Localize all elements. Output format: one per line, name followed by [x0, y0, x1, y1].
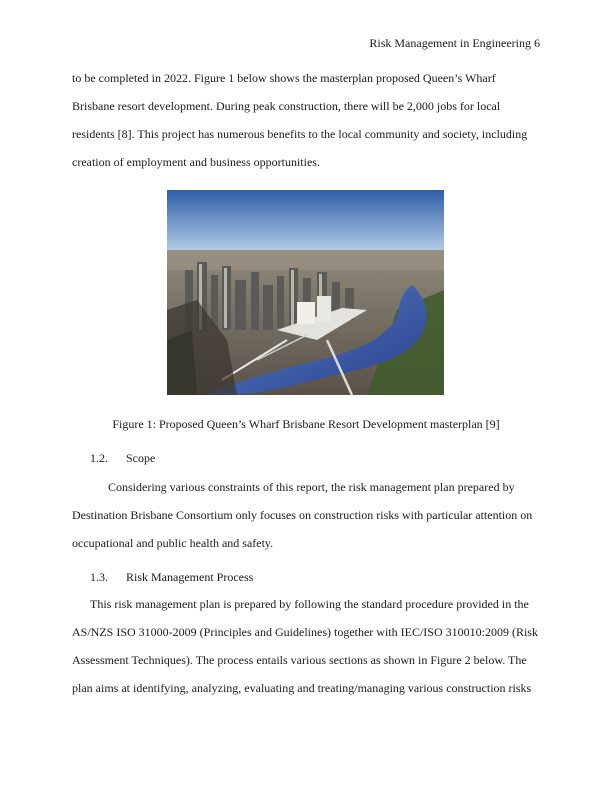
section-title: Risk Management Process	[126, 570, 254, 584]
section-number: 1.3.	[90, 570, 108, 584]
figure-1-caption: Figure 1: Proposed Queen’s Wharf Brisbane Resort Development masterplan [9]	[112, 417, 500, 431]
running-header: Risk Management in Engineering 6	[369, 36, 540, 50]
figure-1-aerial-photo	[167, 190, 444, 395]
section-title: Scope	[126, 451, 156, 465]
body-paragraph-process: This risk management plan is prepared by following the standard procedure provided in the AS/NZS ISO 31000-2009 (Principles and Guidelines) together with IEC/ISO 310010:2009 (Risk Assessment Techniques). The process entails various sections as shown in Figure 2 below. The plan aims at identifying, analyzing, evaluating and treating/managing various construction risks	[72, 597, 538, 695]
section-heading-process	[90, 570, 253, 585]
body-paragraph-intro: to be completed in 2022. Figure 1 below shows the masterplan proposed Queen’s Wharf Brisbane resort development. During peak construction, there will be 2,000 jobs for local residents [8]. This project has numerous benefits to the local community and society, including creation of employment and business opportunities.	[72, 71, 528, 169]
body-paragraph-scope: Considering various constraints of this report, the risk management plan prepared by Destination Brisbane Consortium only focuses on construction risks with particular attention on occupational and public health and safety.	[72, 480, 533, 550]
section-number: 1.2.	[90, 451, 108, 465]
section-heading-scope	[90, 451, 155, 466]
aerial-city-image	[167, 190, 444, 395]
